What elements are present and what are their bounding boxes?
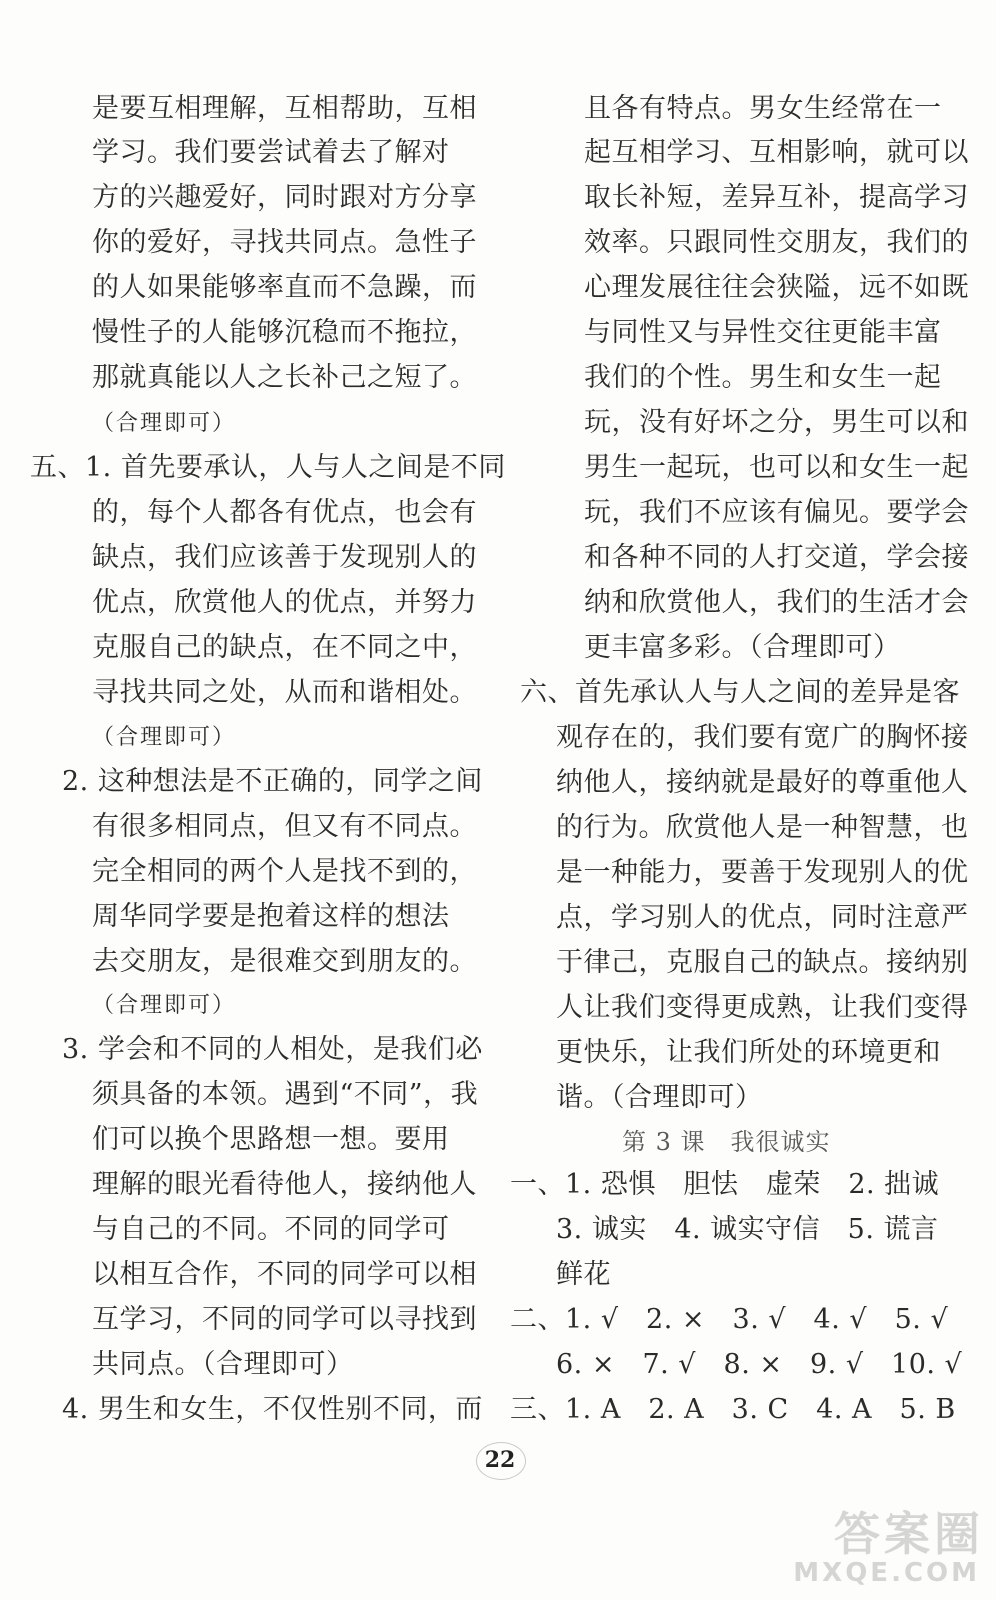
text-line: 共同点。（合理即可） bbox=[92, 1349, 354, 1380]
note-line: （合理即可） bbox=[92, 993, 237, 1018]
text-line: 慢性子的人能够沉稳而不拖拉， bbox=[92, 317, 477, 348]
text-line: 寻找共同之处，从而和谐相处。 bbox=[92, 677, 477, 708]
note-line: （合理即可） bbox=[92, 411, 237, 436]
text-line: 点，学习别人的优点，同时注意严 bbox=[556, 902, 969, 933]
text-line: 学习。我们要尝试着去了解对 bbox=[92, 137, 450, 168]
text-line: 是要互相理解，互相帮助，互相 bbox=[92, 93, 477, 124]
answer-line: 三、1. A 2. A 3. C 4. A 5. B bbox=[510, 1394, 956, 1425]
text-line: 取长补短，差异互补，提高学习 bbox=[584, 182, 969, 213]
text-line: 克服自己的缺点，在不同之中， bbox=[92, 632, 477, 663]
lesson-heading: 第 3 课 我很诚实 bbox=[622, 1128, 831, 1156]
section-six-start: 六、首先承认人与人之间的差异是客 bbox=[520, 677, 960, 708]
answer-line: 6. × 7. √ 8. × 9. √ 10. √ bbox=[556, 1349, 963, 1380]
text-line: 你的爱好，寻找共同点。急性子 bbox=[92, 227, 477, 258]
text-line: 的行为。欣赏他人是一种智慧，也 bbox=[556, 812, 969, 843]
answer-line: 鲜花 bbox=[556, 1259, 611, 1290]
text-line: 与自己的不同。不同的同学可 bbox=[92, 1214, 450, 1245]
text-line: 以相互合作，不同的同学可以相 bbox=[92, 1259, 477, 1290]
page-number: 22 bbox=[470, 1440, 530, 1480]
text-line: 的人如果能够率直而不急躁，而 bbox=[92, 272, 477, 303]
text-line: 更丰富多彩。（合理即可） bbox=[584, 632, 901, 663]
text-line: 方的兴趣爱好，同时跟对方分享 bbox=[92, 182, 477, 213]
watermark-title: 答案圈 bbox=[834, 1507, 984, 1561]
note-line: （合理即可） bbox=[92, 725, 237, 750]
text-line: 去交朋友，是很难交到朋友的。 bbox=[92, 946, 477, 977]
watermark-logo bbox=[754, 1498, 984, 1588]
text-line: 纳他人，接纳就是最好的尊重他人 bbox=[556, 767, 969, 798]
text-line: 须具备的本领。遇到“不同”，我 bbox=[92, 1079, 479, 1110]
text-line: 理解的眼光看待他人，接纳他人 bbox=[92, 1169, 477, 1200]
answer-line: 3. 诚实 4. 诚实守信 5. 谎言 bbox=[556, 1214, 939, 1245]
text-line: 玩，没有好坏之分，男生可以和 bbox=[584, 407, 969, 438]
text-line: 是一种能力，要善于发现别人的优 bbox=[556, 857, 969, 888]
text-line: 更快乐，让我们所处的环境更和 bbox=[556, 1037, 941, 1068]
text-line: 们可以换个思路想一想。要用 bbox=[92, 1124, 450, 1155]
text-line: 优点，欣赏他人的优点，并努力 bbox=[92, 587, 477, 618]
text-line: 于律己，克服自己的缺点。接纳别 bbox=[556, 947, 969, 978]
text-line: 互学习，不同的同学可以寻找到 bbox=[92, 1304, 477, 1335]
text-line: 起互相学习、互相影响，就可以 bbox=[584, 137, 969, 168]
answer-line: 一、1. 恐惧 胆怯 虚荣 2. 拙诚 bbox=[510, 1169, 940, 1200]
text-line: 且各有特点。男女生经常在一 bbox=[584, 93, 942, 124]
item-three-start: 3. 学会和不同的人相处，是我们必 bbox=[62, 1034, 483, 1065]
text-line: 缺点，我们应该善于发现别人的 bbox=[92, 542, 477, 573]
watermark-site: MXQE.COM bbox=[793, 1558, 980, 1588]
text-line: 的，每个人都各有优点，也会有 bbox=[92, 497, 477, 528]
text-line: 心理发展往往会狭隘，远不如既 bbox=[584, 272, 969, 303]
section-five-start: 五、1. 首先要承认，人与人之间是不同 bbox=[30, 452, 506, 483]
text-line: 观存在的，我们要有宽广的胸怀接 bbox=[556, 722, 969, 753]
item-four-start: 4. 男生和女生，不仅性别不同，而 bbox=[62, 1394, 483, 1425]
text-line: 玩，我们不应该有偏见。要学会 bbox=[584, 497, 969, 528]
text-line: 和各种不同的人打交道，学会接 bbox=[584, 542, 969, 573]
text-line: 那就真能以人之长补己之短了。 bbox=[92, 362, 477, 393]
text-line: 谐。（合理即可） bbox=[556, 1082, 763, 1113]
text-line: 人让我们变得更成熟，让我们变得 bbox=[556, 992, 969, 1023]
text-line: 男生一起玩，也可以和女生一起 bbox=[584, 452, 969, 483]
text-line: 有很多相同点，但又有不同点。 bbox=[92, 811, 477, 842]
text-line: 周华同学要是抱着这样的想法 bbox=[92, 901, 450, 932]
text-line: 完全相同的两个人是找不到的， bbox=[92, 856, 477, 887]
text-line: 我们的个性。男生和女生一起 bbox=[584, 362, 942, 393]
answer-line: 二、1. √ 2. × 3. √ 4. √ 5. √ bbox=[510, 1304, 949, 1335]
item-two-start: 2. 这种想法是不正确的，同学之间 bbox=[62, 766, 483, 797]
text-line: 与同性又与异性交往更能丰富 bbox=[584, 317, 942, 348]
text-line: 纳和欣赏他人，我们的生活才会 bbox=[584, 587, 969, 618]
text-line: 效率。只跟同性交朋友，我们的 bbox=[584, 227, 969, 258]
